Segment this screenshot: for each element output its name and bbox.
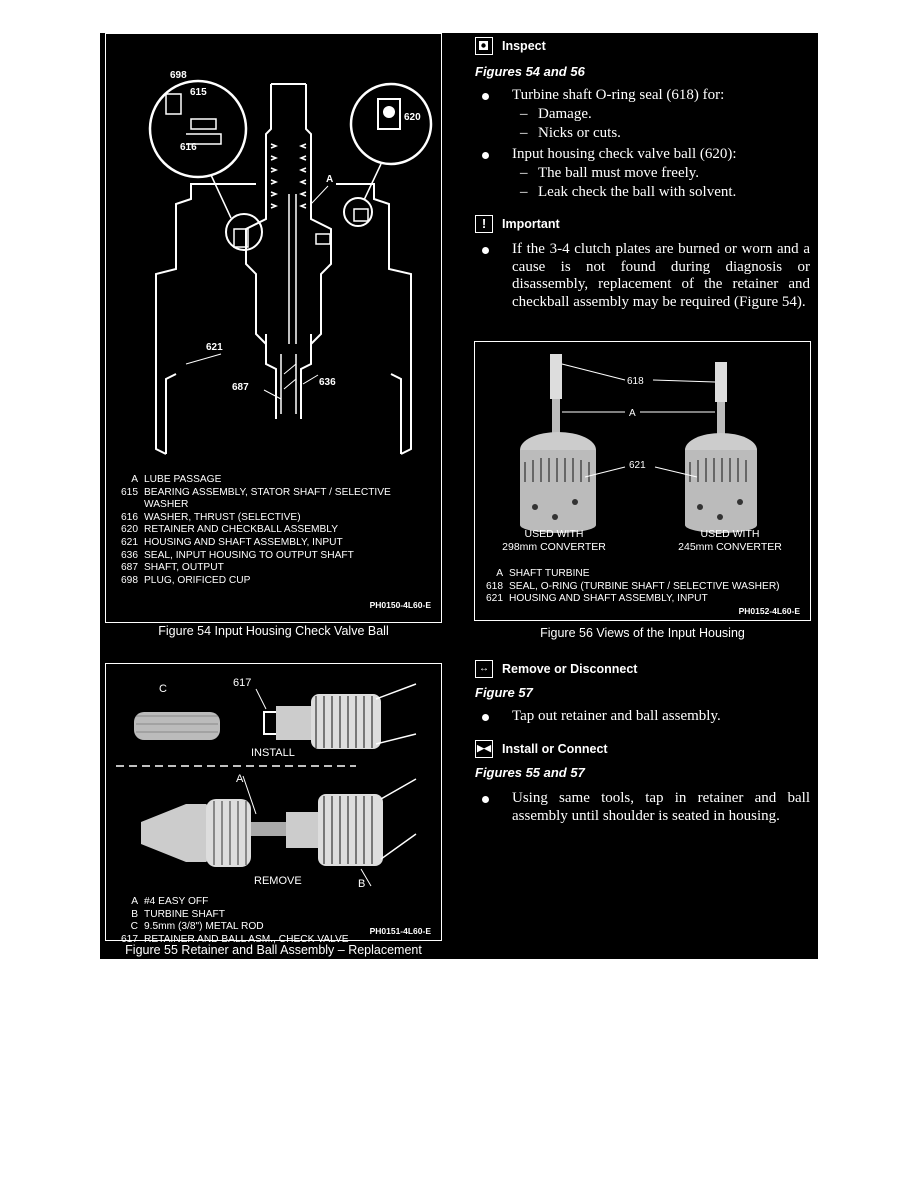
important-text: If the 3-4 clutch plates are burned or worn and a cause is not found during diagnosis or disassembly, replacement of the retainer and checkball assembly may be required (Figure 54). [512,241,810,310]
callout-621: 621 [629,460,646,471]
inspect-heading [475,37,546,55]
figure-54-code: PH0150-4L60-E [369,600,431,610]
used-with-298: USED WITH 298mm CONVERTER [502,528,606,553]
inspect-bullet-2 [482,146,812,164]
install-figure-ref: Figures 55 and 57 [475,765,585,780]
inspect-bullet-2-text: Input housing check valve ball (620): [512,146,737,162]
callout-618: 618 [627,376,644,387]
inspect-sub-3: – The ball must move freely. [520,165,700,181]
bullet-dot [482,247,489,254]
install-label: INSTALL [251,747,295,759]
legend-row: A SHAFT TURBINE [496,568,590,579]
figure-55-caption: Figure 55 Retainer and Ball Assembly – Replacement [125,943,422,957]
callout-b: B [358,878,366,890]
bullet-dot [482,714,489,721]
figure-56-caption: Figure 56 Views of the Input Housing [540,626,745,640]
remove-bullet [482,708,812,726]
legend-row: 617 RETAINER AND BALL ASM., CHECK VALVE [121,933,349,945]
figure-54-panel [105,33,442,623]
remove-figure-ref: Figure 57 [475,685,533,700]
legend-row: 618 SEAL, O-RING (TURBINE SHAFT / SELECTIVE WASHER) [486,580,780,592]
bullet-dot [482,93,489,100]
callout-c: C [159,683,167,695]
install-title: Install or Connect [502,742,608,756]
callout-a: A [629,408,636,419]
callout-620: 620 [404,112,421,123]
legend-row: A LUBE PASSAGE [131,474,222,485]
callout-687: 687 [232,382,249,393]
manual-page [100,33,818,959]
inspect-sub-1: – Damage. [520,106,592,122]
legend-row: 621 HOUSING AND SHAFT ASSEMBLY, INPUT [486,593,708,605]
important-bullet [482,241,810,311]
legend-row: 687 SHAFT, OUTPUT [121,562,224,574]
remove-title: Remove or Disconnect [502,662,638,676]
callout-615: 615 [190,87,207,98]
bullet-dot [482,796,489,803]
remove-heading [475,660,637,678]
install-icon: ▶◀ [475,740,493,758]
remove-label: REMOVE [254,875,302,887]
inspect-figure-ref: Figures 54 and 56 [475,64,585,79]
inspect-sub-4: – Leak check the ball with solvent. [520,184,737,200]
figure-55-code: PH0151-4L60-E [369,926,431,936]
inspect-icon [475,37,493,55]
figure-54-legend [110,474,391,587]
inspect-sub-2: – Nicks or cuts. [520,125,621,141]
figure-55-panel [105,663,442,945]
figure-55-diagram [106,664,441,887]
remove-icon: ↔ [475,660,493,678]
bullet-dot [482,152,489,159]
callout-a: A [236,773,244,785]
figure-55-legend [110,896,349,946]
figure-54-diagram [106,34,441,464]
important-icon: ! [475,215,493,233]
figure-56-panel [474,341,811,621]
callout-698: 698 [170,70,187,81]
legend-row: 615 BEARING ASSEMBLY, STATOR SHAFT / SELECTIVE [121,486,391,498]
callout-616: 616 [180,142,197,153]
legend-row: 621 HOUSING AND SHAFT ASSEMBLY, INPUT [121,536,343,548]
remove-bullet-text: Tap out retainer and ball assembly. [512,708,721,724]
legend-row: 620 RETAINER AND CHECKBALL ASSEMBLY [121,524,338,536]
figure-56-code: PH0152-4L60-E [738,606,800,616]
legend-row: C 9.5mm (3/8") METAL ROD [130,921,264,933]
important-heading [475,215,560,233]
legend-row: 698 PLUG, ORIFICED CUP [121,574,251,586]
figure-54-caption: Figure 54 Input Housing Check Valve Ball [158,624,389,638]
important-title: Important [502,217,560,231]
install-bullet-text: Using same tools, tap in retainer and ball assembly until shoulder is seated in housing. [512,790,810,824]
inspect-bullet-1 [482,87,812,105]
legend-row: 636 SEAL, INPUT HOUSING TO OUTPUT SHAFT [121,549,354,561]
figure-56-diagram [475,342,810,532]
inspect-bullet-1-text: Turbine shaft O-ring seal (618) for: [512,87,725,103]
inspect-title: Inspect [502,39,546,53]
legend-row: 616 WASHER, THRUST (SELECTIVE) [121,511,301,523]
callout-a: A [326,174,334,185]
legend-row: B TURBINE SHAFT [131,908,225,920]
callout-617: 617 [233,677,252,689]
install-heading [475,740,608,758]
legend-row: WASHER [144,499,189,511]
used-with-245: USED WITH 245mm CONVERTER [678,528,782,553]
legend-row: A #4 EASY OFF [131,896,209,907]
figure-56-legend [475,568,780,606]
callout-621: 621 [206,342,223,353]
install-bullet [482,790,810,825]
callout-636: 636 [319,377,336,388]
